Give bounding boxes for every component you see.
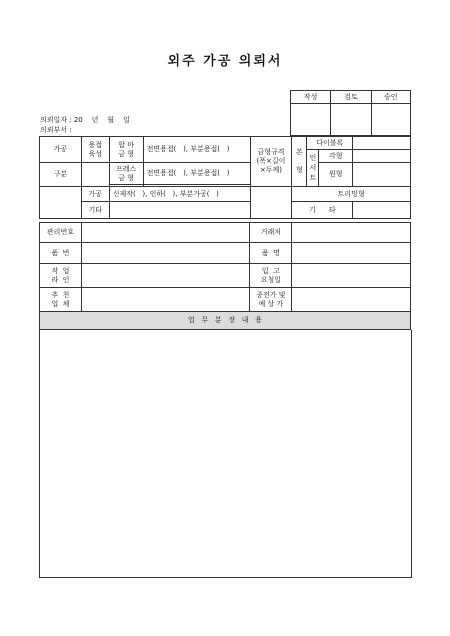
label-bon: 본	[295, 148, 303, 156]
request-date-line: 의뢰일자 : 20 년 월 일	[40, 116, 130, 124]
label-work-line-1: 작 업	[51, 266, 70, 275]
label-rec-2: 업 체	[51, 299, 70, 308]
gubun-blank	[40, 187, 82, 219]
gita-value[interactable]	[109, 202, 250, 219]
mgmt-no-value[interactable]	[81, 223, 249, 243]
mold-spec-value[interactable]	[250, 187, 292, 219]
process-grid	[39, 136, 411, 219]
part-name-value[interactable]	[292, 243, 411, 264]
gagong-options[interactable]: 신제작( ), 인하( ), 부분가공( )	[109, 187, 250, 202]
label-hapma: 합 마	[118, 140, 135, 149]
approval-header-write: 작성	[291, 91, 331, 104]
contents-area[interactable]	[39, 330, 412, 578]
mold-spec-line1: 금형규격	[257, 148, 285, 156]
label-press-mold	[109, 163, 143, 185]
info-table	[39, 222, 411, 330]
contents-header: 업 무 분 장 내 용	[40, 312, 411, 330]
label-hapma-mold	[109, 137, 143, 163]
approval-sign-approve[interactable]	[371, 104, 410, 136]
label-rec-1: 추 천	[51, 290, 70, 299]
label-gakhyeong: 각형	[319, 150, 353, 163]
customer-value[interactable]	[292, 223, 411, 243]
label-in: 인	[309, 154, 317, 162]
weld-options-2[interactable]: 전면용접( ), 부분용접( )	[143, 163, 250, 185]
label-inbound-2: 요청일	[260, 275, 282, 284]
label-gi-ta: 기 타	[292, 202, 353, 219]
mold-spec-line2: (폭×길이	[256, 157, 286, 165]
approval-table	[290, 90, 411, 136]
label-price-1: 종전가 및	[256, 290, 286, 299]
mold-spec-label	[250, 137, 292, 187]
label-part-no: 품 번	[40, 243, 82, 264]
label-dieblock: 다이블록	[307, 137, 353, 150]
label-wonhyeong: 원형	[319, 163, 353, 187]
label-press: 프레스	[116, 164, 137, 173]
document-title: 외주 가공 의뢰서	[167, 54, 283, 69]
weld-blank	[81, 163, 109, 187]
label-work-line-2: 라 인	[51, 275, 70, 284]
price-value[interactable]	[292, 288, 411, 312]
label-gita: 기타	[81, 202, 109, 219]
label-inbound-date	[250, 264, 292, 288]
label-inbound-1: 입 고	[261, 266, 280, 275]
gi-ta-value[interactable]	[353, 202, 411, 219]
mold-spec-line3: ×두께)	[259, 166, 283, 174]
label-recommended-vendor	[40, 288, 82, 312]
label-customer: 거래처	[250, 223, 292, 243]
request-dept-line: 의뢰부서 :	[40, 126, 72, 134]
label-gagong: 가공	[40, 137, 82, 163]
label-yongjeop: 용접	[88, 140, 103, 149]
label-bon-hyeong	[292, 137, 307, 187]
inbound-date-value[interactable]	[292, 264, 411, 288]
wonhyeong-value[interactable]	[353, 163, 411, 187]
label-gubun: 구분	[40, 163, 82, 187]
recommended-vendor-value[interactable]	[81, 288, 249, 312]
label-hyeong: 형	[295, 166, 303, 174]
label-yukseong: 육성	[88, 149, 103, 158]
weld-options-1[interactable]: 전면용접( ), 부분용접( )	[143, 137, 250, 163]
work-line-value[interactable]	[81, 264, 249, 288]
label-part-name: 품 명	[250, 243, 292, 264]
label-insert	[307, 150, 319, 187]
label-se: 서	[309, 164, 317, 172]
dieblock-value[interactable]	[353, 137, 411, 150]
label-price	[250, 288, 292, 312]
approval-header-review: 검토	[331, 91, 371, 104]
gakhyeong-value[interactable]	[353, 150, 411, 163]
label-yongjeop-yukseong	[81, 137, 109, 163]
part-no-value[interactable]	[81, 243, 249, 264]
label-geumhyeong2: 금 형	[118, 173, 135, 182]
label-mgmt-no: 관리번호	[40, 223, 82, 243]
approval-sign-review[interactable]	[331, 104, 371, 136]
label-geumhyeong: 금 형	[118, 149, 135, 158]
label-gagong2: 가공	[81, 187, 109, 202]
label-trimming: 트리밍형	[292, 187, 411, 202]
label-teu: 트	[309, 174, 317, 182]
approval-header-approve: 승인	[371, 91, 410, 104]
approval-sign-write[interactable]	[291, 104, 331, 136]
label-work-line	[40, 264, 82, 288]
label-price-2: 예 상 가	[258, 299, 284, 308]
